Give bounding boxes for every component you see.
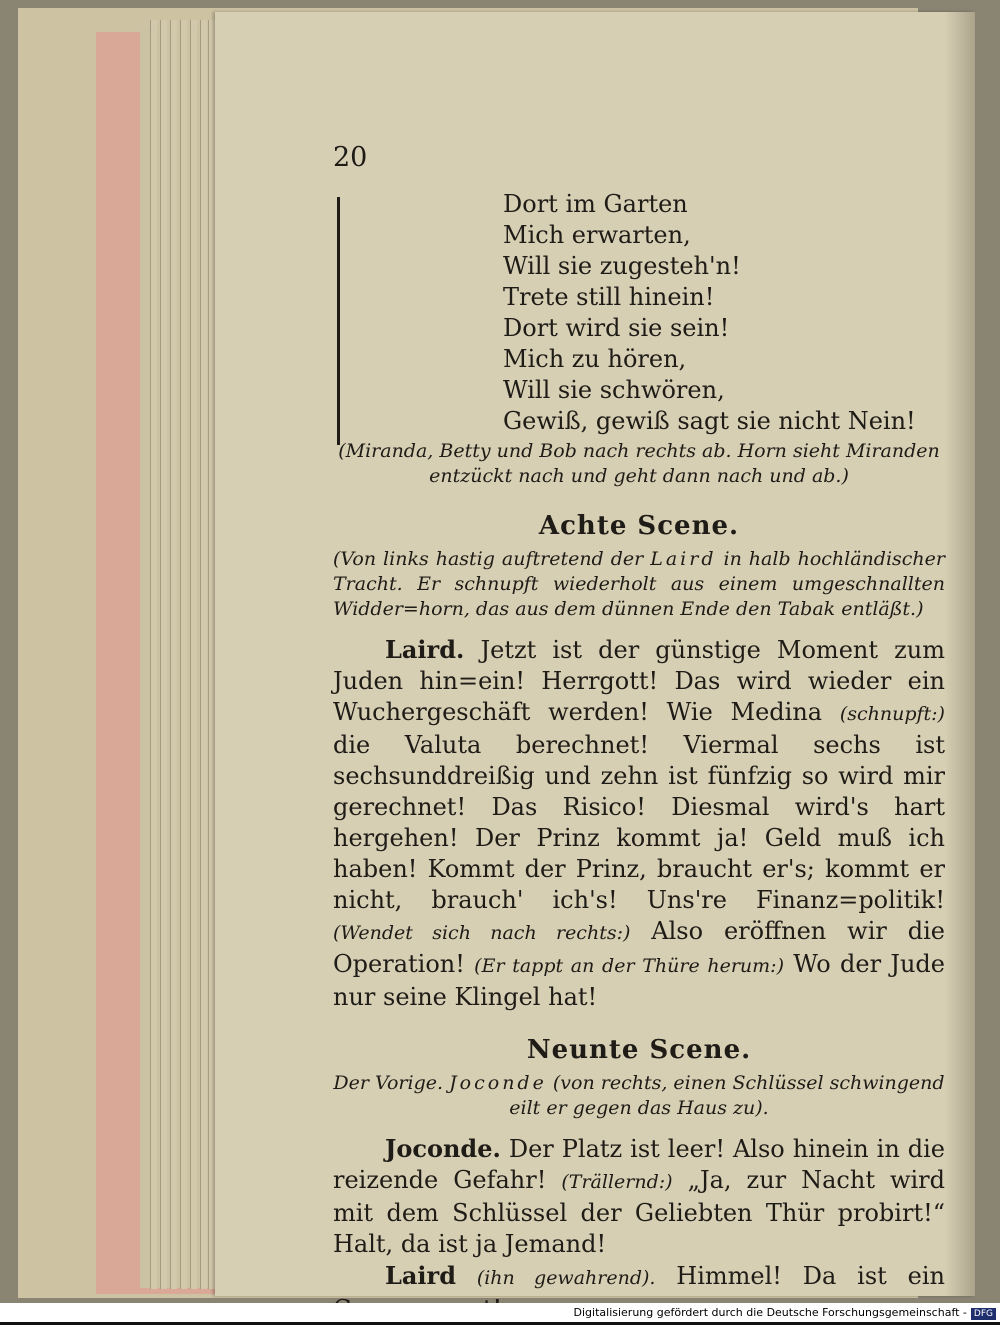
stage-aside: (schnupft:) bbox=[839, 703, 945, 725]
verse-line: Dort im Garten bbox=[503, 190, 688, 218]
stage-direction-9 bbox=[333, 1071, 945, 1121]
character-name: Laird bbox=[650, 548, 717, 570]
speaker-name: Laird bbox=[385, 1261, 456, 1290]
verse-line: Will sie schwören, bbox=[503, 376, 725, 404]
stage-line: (Miranda, Betty und Bob nach rechts ab. Horn sieht Miranden bbox=[338, 440, 940, 462]
stage-aside: (Trällernd:) bbox=[561, 1171, 673, 1193]
dialogue-text: die Valuta berechnet! Viermal sechs ist sechsunddreißig und zehn ist fünfzig so wird mir gerechnet! Das Risico! Diesmal wird's hart hergehen! Der Prinz kommt ja! Geld muß ich haben! Kommt der Prinz, braucht er's; kommt er nicht, brauch' ich's! Uns're Finanz=politik! bbox=[333, 731, 945, 914]
page-number: 20 bbox=[333, 142, 368, 173]
stage-line: eilt er gegen das Haus zu). bbox=[509, 1097, 769, 1119]
stage-aside: (ihn gewahrend). bbox=[476, 1267, 656, 1289]
dialogue-joconde bbox=[333, 1133, 945, 1260]
verse-line: Trete still hinein! bbox=[503, 283, 715, 311]
speaker-name: Joconde. bbox=[385, 1134, 501, 1163]
verse-line: Mich erwarten, bbox=[503, 221, 691, 249]
digitization-footer bbox=[0, 1303, 1000, 1322]
stage-text: in halb hochländischer Tracht. Er schnupft wiederholt aus einem umgeschnallten Widder=horn, das aus dem dünnen Ende den Tabak entläßt.) bbox=[333, 548, 945, 620]
stage-aside: (Wendet sich nach rechts:) bbox=[333, 922, 631, 944]
dialogue-text: Also eröffnen wir die Operation! bbox=[333, 917, 945, 978]
speaker-name: Laird. bbox=[385, 635, 465, 664]
scene-heading-9: Neunte Scene. bbox=[526, 1035, 752, 1065]
stage-text: (Von links hastig auftretend der bbox=[333, 548, 644, 570]
stage-direction-8 bbox=[333, 547, 945, 622]
page-edge bbox=[190, 20, 197, 1289]
stage-text: (von rechts, einen Schlüssel schwingend bbox=[552, 1072, 945, 1094]
stage-line: entzückt nach und geht dann nach und ab.) bbox=[429, 465, 849, 487]
verse-line: Gewiß, gewiß sagt sie nicht Nein! bbox=[503, 407, 916, 435]
dialogue-text: Himmel! Da ist ein bbox=[676, 1262, 945, 1290]
dialogue-text: Der Platz ist leer! Also hinein in die reizende Gefahr! bbox=[333, 1135, 945, 1194]
page-edge bbox=[180, 20, 187, 1289]
verse-block bbox=[337, 189, 945, 437]
verse-line: Dort wird sie sein! bbox=[503, 314, 730, 342]
dialogue-text: Jetzt ist der günstige Moment zum Juden hin=ein! Herrgott! Das wird wieder ein Wuchergeschäft werden! Wie Medina bbox=[333, 636, 945, 726]
page-edge bbox=[160, 20, 167, 1289]
verse-bracket bbox=[337, 197, 348, 445]
stage-text: Der Vorige. bbox=[333, 1072, 444, 1094]
dialogue-text: „Ja, zur Nacht wird mit dem Schlüssel der Geliebten Thür probirt!“ Halt, da ist ja Jemand! bbox=[333, 1166, 945, 1258]
page-edge bbox=[208, 20, 215, 1289]
verse-line: Mich zu hören, bbox=[503, 345, 687, 373]
book-page bbox=[215, 12, 975, 1296]
scene-heading-8: Achte Scene. bbox=[538, 511, 740, 541]
stage-direction bbox=[333, 439, 945, 489]
verse-line: Will sie zugesteh'n! bbox=[503, 252, 741, 280]
dfg-logo: DFG bbox=[971, 1308, 996, 1320]
stage-aside: (Er tappt an der Thüre herum:) bbox=[474, 955, 784, 977]
page-content bbox=[333, 142, 945, 1325]
footer-text: Digitalisierung gefördert durch die Deutsche Forschungsgemeinschaft - bbox=[573, 1306, 967, 1319]
dialogue-laird bbox=[333, 634, 945, 1013]
page-edge bbox=[200, 20, 207, 1289]
stage-line bbox=[333, 1071, 945, 1096]
character-name: Joconde bbox=[449, 1072, 547, 1094]
dialogue-text: Wo der Jude nur seine Klingel hat! bbox=[333, 950, 945, 1011]
page-edge bbox=[150, 20, 157, 1289]
page-edge bbox=[170, 20, 177, 1289]
